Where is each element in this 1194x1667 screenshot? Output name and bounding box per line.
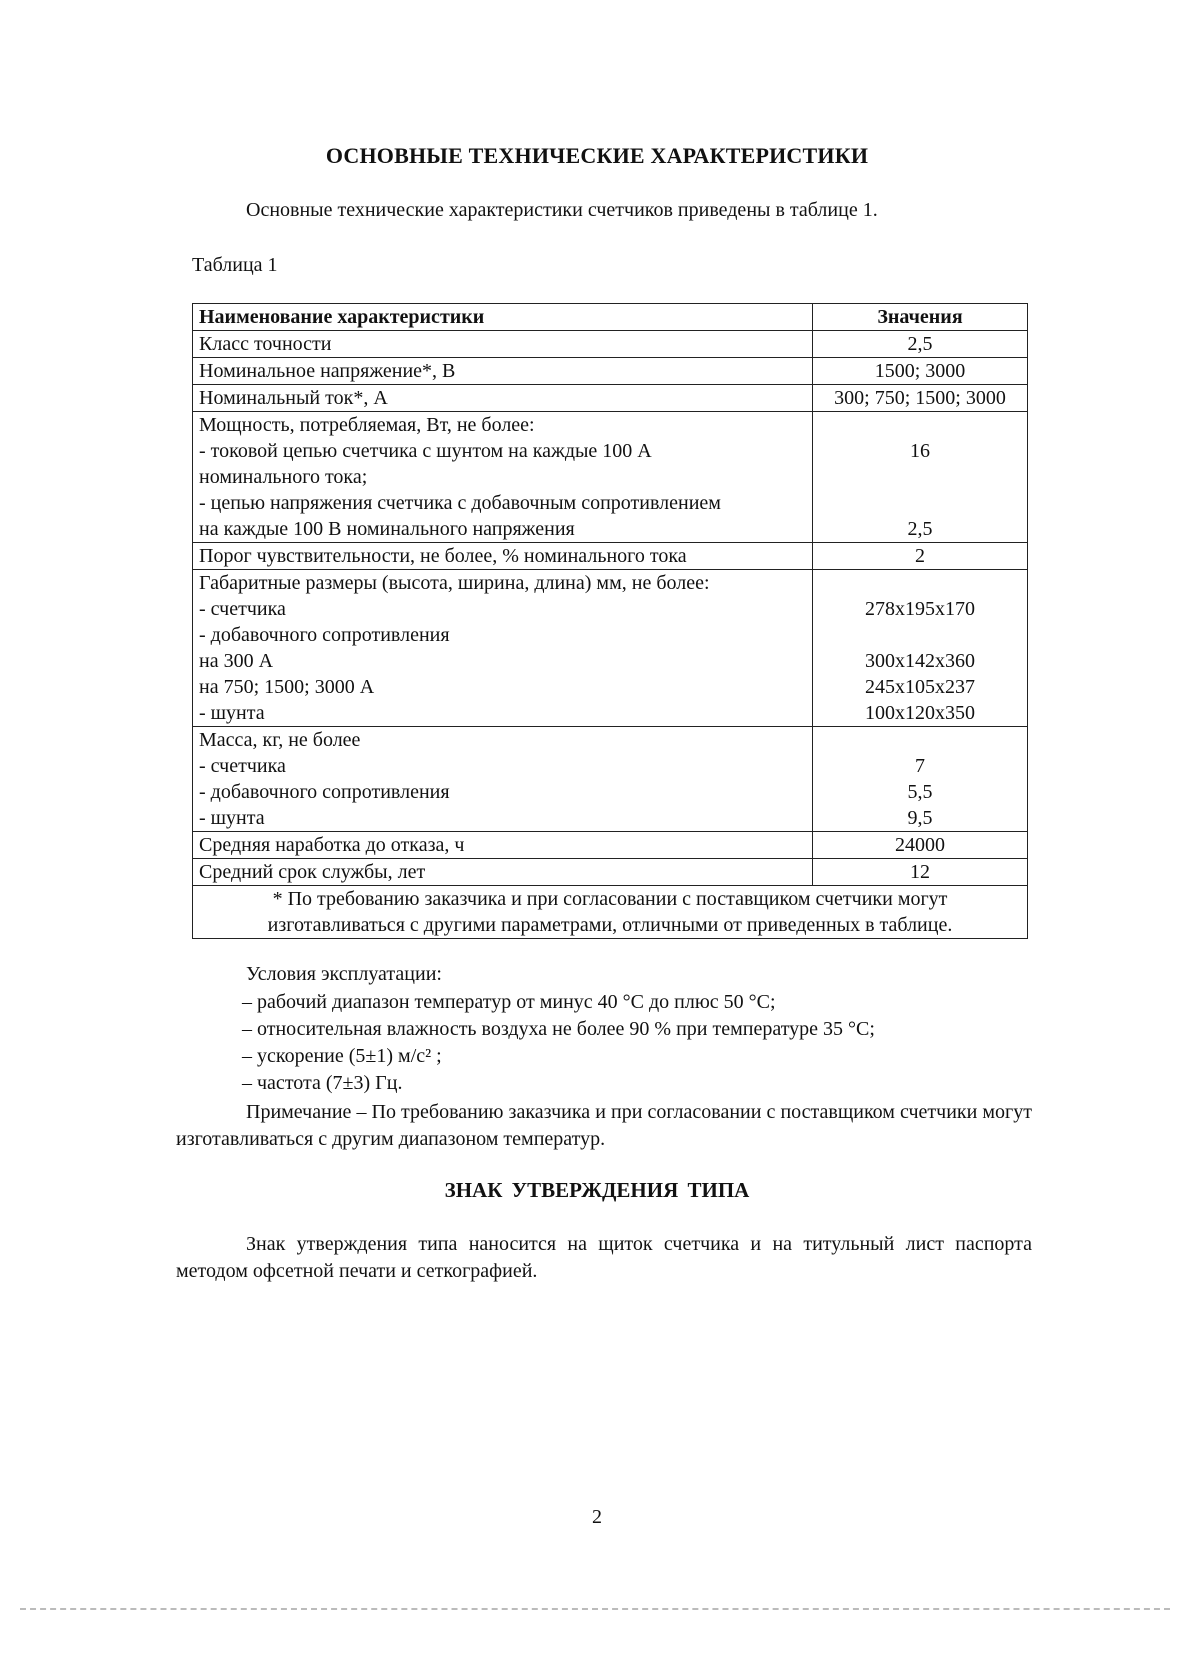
name-line: Номинальное напряжение*, В — [199, 360, 456, 382]
value-line: 9,5 — [907, 807, 933, 829]
characteristic-value — [813, 570, 1028, 727]
table-row — [193, 358, 1028, 385]
characteristic-value — [813, 859, 1028, 886]
name-line: - шунта — [199, 702, 265, 724]
intro-paragraph: Основные технические характеристики счетчиков приведены в таблице 1. — [246, 199, 878, 221]
characteristic-value — [813, 385, 1028, 412]
name-line: - цепью напряжения счетчика с добавочным сопротивлением — [199, 492, 721, 514]
value-line — [815, 412, 1025, 438]
value-line — [815, 490, 1025, 516]
name-line: - токовой цепью счетчика с шунтом на каждые 100 А — [199, 440, 652, 462]
characteristic-name — [193, 570, 813, 727]
value-line — [815, 727, 1025, 753]
approval-paragraph: Знак утверждения типа наносится на щиток счетчика и на титульный лист паспорта методом офсетной печати и сеткографией. — [176, 1233, 1032, 1282]
name-line: - счетчика — [199, 598, 286, 620]
scan-artifact-line — [20, 1608, 1170, 1610]
characteristic-name — [193, 727, 813, 832]
name-line: - добавочного сопротивления — [199, 781, 450, 803]
value-line — [815, 622, 1025, 648]
table-row — [193, 543, 1028, 570]
condition-item: – ускорение (5±1) м/с² ; — [242, 1045, 442, 1067]
name-line: Номинальный ток*, А — [199, 387, 388, 409]
name-line: Мощность, потребляемая, Вт, не более: — [199, 414, 535, 436]
name-line: на 750; 1500; 3000 А — [199, 676, 375, 698]
value-line: 16 — [910, 440, 930, 462]
value-line — [815, 464, 1025, 490]
characteristic-name — [193, 543, 813, 570]
characteristic-value — [813, 832, 1028, 859]
table-row — [193, 832, 1028, 859]
column-header-values: Значения — [813, 304, 1028, 331]
characteristic-name — [193, 358, 813, 385]
table-footnote-row — [193, 886, 1028, 939]
value-line: 278x195x170 — [865, 598, 975, 620]
value-line: 7 — [915, 755, 925, 777]
name-line: Масса, кг, не более — [199, 729, 361, 751]
name-line: Порог чувствительности, не более, % номинального тока — [199, 545, 687, 567]
value-line: 245x105x237 — [865, 676, 975, 698]
characteristic-value — [813, 331, 1028, 358]
table-row — [193, 412, 1028, 543]
name-line: - счетчика — [199, 755, 286, 777]
name-line: Средний срок службы, лет — [199, 861, 426, 883]
table-row — [193, 727, 1028, 832]
name-line: Средняя наработка до отказа, ч — [199, 834, 465, 856]
characteristic-name — [193, 331, 813, 358]
table-row — [193, 859, 1028, 886]
table-caption: Таблица 1 — [192, 254, 278, 276]
table-row — [193, 331, 1028, 358]
characteristic-name — [193, 385, 813, 412]
characteristic-name — [193, 859, 813, 886]
value-line: 5,5 — [907, 781, 933, 803]
name-line: - добавочного сопротивления — [199, 624, 450, 646]
characteristic-name — [193, 832, 813, 859]
characteristic-value — [813, 543, 1028, 570]
value-line: 300; 750; 1500; 3000 — [834, 387, 1006, 409]
characteristic-value — [813, 727, 1028, 832]
page-number: 2 — [592, 1506, 602, 1528]
value-line: 2,5 — [907, 518, 933, 540]
name-line: на 300 А — [199, 650, 274, 672]
name-line: номинального тока; — [199, 466, 368, 488]
name-line: Габаритные размеры (высота, ширина, длина) мм, не более: — [199, 572, 710, 594]
table-footnote — [193, 886, 1028, 939]
characteristic-value — [813, 358, 1028, 385]
conditions-title: Условия эксплуатации: — [246, 963, 442, 985]
footnote-line: изготавливаться с другими параметрами, отличными от приведенных в таблице. — [267, 914, 953, 936]
value-line: 300x142x360 — [865, 650, 975, 672]
column-header-name: Наименование характеристики — [193, 304, 813, 331]
table-row — [193, 385, 1028, 412]
footnote-line: * По требованию заказчика и при согласовании с поставщиком счетчики могут — [272, 888, 948, 910]
table-row — [193, 570, 1028, 727]
condition-item: – относительная влажность воздуха не более 90 % при температуре 35 °С; — [242, 1018, 875, 1040]
characteristic-value — [813, 412, 1028, 543]
condition-item: – рабочий диапазон температур от минус 40 °С до плюс 50 °С; — [242, 991, 776, 1013]
table-header-row — [193, 304, 1028, 331]
section-title: ОСНОВНЫЕ ТЕХНИЧЕСКИЕ ХАРАКТЕРИСТИКИ — [325, 143, 869, 168]
value-line: 12 — [910, 861, 930, 883]
conditions-note: Примечание – По требованию заказчика и при согласовании с поставщиком счетчики могут изготавливаться с другим диапазоном температур. — [176, 1101, 1032, 1150]
name-line: на каждые 100 В номинального напряжения — [199, 518, 575, 540]
value-line: 1500; 3000 — [874, 360, 966, 382]
condition-item: – частота (7±3) Гц. — [242, 1072, 403, 1094]
value-line: 2 — [915, 545, 925, 567]
value-line: 100x120x350 — [865, 702, 975, 724]
value-line: 2,5 — [907, 333, 933, 355]
characteristic-name — [193, 412, 813, 543]
approval-title: ЗНАК УТВЕРЖДЕНИЯ ТИПА — [444, 1178, 750, 1202]
value-line — [815, 570, 1025, 596]
name-line: - шунта — [199, 807, 265, 829]
value-line: 24000 — [895, 834, 945, 856]
specifications-table — [192, 303, 1028, 939]
name-line: Класс точности — [199, 333, 332, 355]
